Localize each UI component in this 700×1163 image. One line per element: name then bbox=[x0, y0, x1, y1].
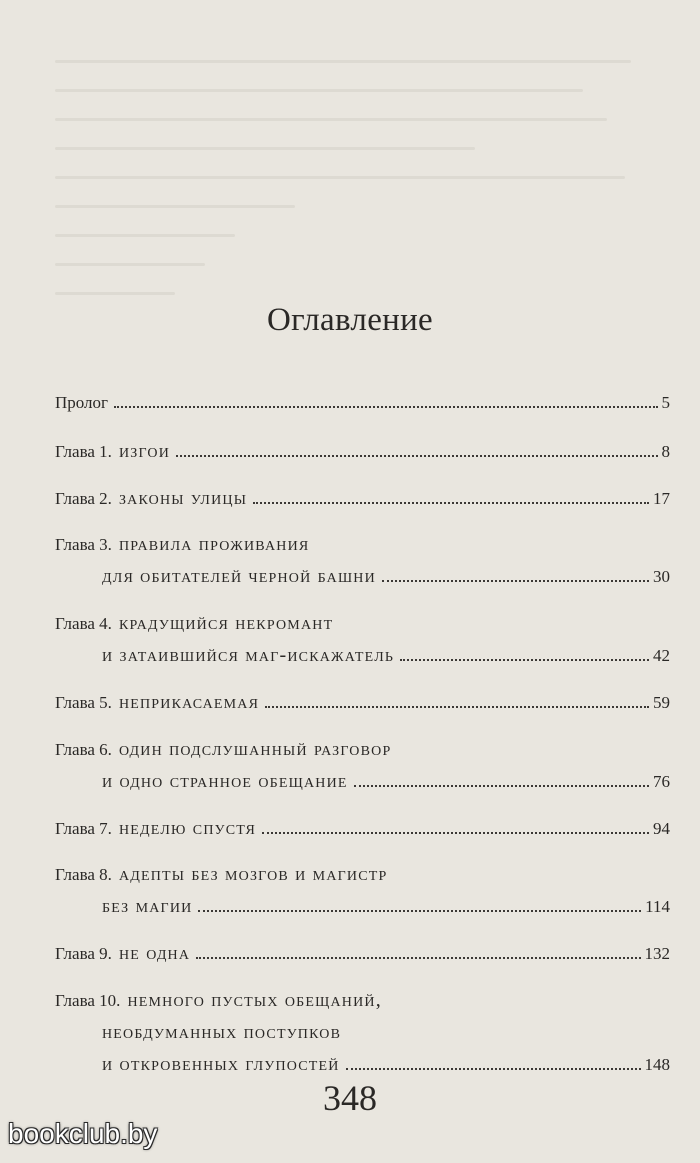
toc-line bbox=[55, 533, 670, 565]
toc-entry bbox=[55, 942, 670, 974]
toc-line bbox=[55, 487, 670, 519]
toc-line bbox=[55, 691, 670, 723]
toc-line bbox=[55, 612, 670, 644]
toc-entry bbox=[55, 817, 670, 849]
toc-line bbox=[55, 770, 670, 802]
dot-leader bbox=[114, 405, 657, 408]
dot-leader bbox=[354, 784, 649, 787]
toc-chapter-label: Глава 10. bbox=[55, 991, 121, 1010]
bleed-through-text bbox=[55, 60, 655, 321]
page-number: 348 bbox=[323, 1078, 377, 1118]
toc-chapter-heading: и откровенных глупостей bbox=[102, 1053, 340, 1075]
dot-leader bbox=[262, 831, 649, 834]
toc-page-number: 8 bbox=[661, 441, 670, 461]
toc-page-number: 148 bbox=[644, 1055, 670, 1074]
watermark: bookclub.by bbox=[8, 1118, 158, 1149]
toc-page-number: 5 bbox=[661, 393, 670, 412]
dot-leader bbox=[265, 705, 649, 708]
toc-line bbox=[55, 1021, 670, 1053]
toc-line bbox=[55, 989, 670, 1021]
toc-chapter-label: Глава 5. bbox=[55, 693, 112, 712]
toc-chapter-heading: и затаившийся маг-искажатель bbox=[102, 644, 395, 667]
toc-chapter-label: Глава 8. bbox=[55, 865, 112, 885]
toc-chapter-heading: без магии bbox=[102, 895, 193, 918]
toc-page-number: 59 bbox=[653, 693, 670, 712]
toc-chapter-heading: неприкасаемая bbox=[118, 691, 260, 713]
toc-chapter-label: Глава 9. bbox=[55, 944, 112, 964]
toc-chapter-label: Глава 4. bbox=[55, 614, 112, 634]
toc-chapter-heading: адепты без мозгов и магистр bbox=[118, 863, 388, 886]
toc-line bbox=[55, 863, 670, 895]
toc-page-number: 94 bbox=[653, 818, 670, 838]
toc-line bbox=[55, 817, 670, 849]
toc-chapter-label: Глава 3. bbox=[55, 535, 112, 555]
toc-line bbox=[55, 393, 670, 425]
toc-chapter-heading: изгои bbox=[118, 439, 171, 462]
dot-leader bbox=[382, 579, 649, 582]
toc-entry bbox=[55, 691, 670, 723]
toc-title: Оглавление bbox=[266, 302, 434, 338]
toc-chapter-heading: необдуманных поступков bbox=[102, 1021, 342, 1043]
toc-page-number: 17 bbox=[653, 488, 670, 508]
toc-chapter-label: Глава 6. bbox=[55, 739, 112, 759]
toc-line bbox=[55, 644, 670, 676]
toc-page-number: 30 bbox=[653, 567, 670, 587]
toc-entry bbox=[55, 738, 670, 802]
toc-entry bbox=[55, 533, 670, 597]
toc-line bbox=[55, 895, 670, 927]
toc-line bbox=[55, 942, 670, 974]
toc-entry bbox=[55, 487, 670, 519]
toc-chapter-heading: один подслушанный разговор bbox=[118, 737, 392, 760]
toc-page-number: 132 bbox=[644, 944, 670, 964]
dot-leader bbox=[346, 1067, 641, 1070]
toc-chapter-label: Глава 1. bbox=[55, 441, 112, 461]
dot-leader bbox=[198, 909, 641, 912]
toc-chapter-heading: правила проживания bbox=[118, 533, 310, 556]
toc-line bbox=[55, 565, 670, 597]
toc-chapter-heading: неделю спустя bbox=[118, 816, 257, 839]
toc-page-number: 114 bbox=[645, 897, 670, 917]
toc-page-number: 42 bbox=[653, 646, 670, 666]
toc-chapter-heading: и одно странное обещание bbox=[102, 769, 348, 792]
toc-entry bbox=[55, 393, 670, 425]
dot-leader bbox=[400, 658, 649, 661]
toc-chapter-label: Глава 7. bbox=[55, 818, 112, 838]
toc-entry bbox=[55, 440, 670, 472]
toc-page-number: 76 bbox=[653, 771, 670, 791]
toc-chapter-heading: крадущийся некромант bbox=[118, 612, 334, 635]
toc-chapter-heading: для обитателей черной башни bbox=[102, 565, 376, 588]
toc-line bbox=[55, 440, 670, 472]
dot-leader bbox=[253, 501, 649, 504]
toc-entry bbox=[55, 863, 670, 927]
toc-entry bbox=[55, 989, 670, 1085]
toc-entry bbox=[55, 612, 670, 676]
toc-chapter-label: Пролог bbox=[55, 393, 109, 412]
toc-chapter-heading: не одна bbox=[118, 942, 191, 965]
dot-leader bbox=[196, 956, 640, 959]
dot-leader bbox=[176, 454, 657, 457]
toc-chapter-heading: законы улицы bbox=[118, 486, 248, 509]
toc-line bbox=[55, 738, 670, 770]
toc-chapter-label: Глава 2. bbox=[55, 488, 112, 508]
toc-chapter-heading: немного пустых обещаний, bbox=[127, 989, 382, 1011]
